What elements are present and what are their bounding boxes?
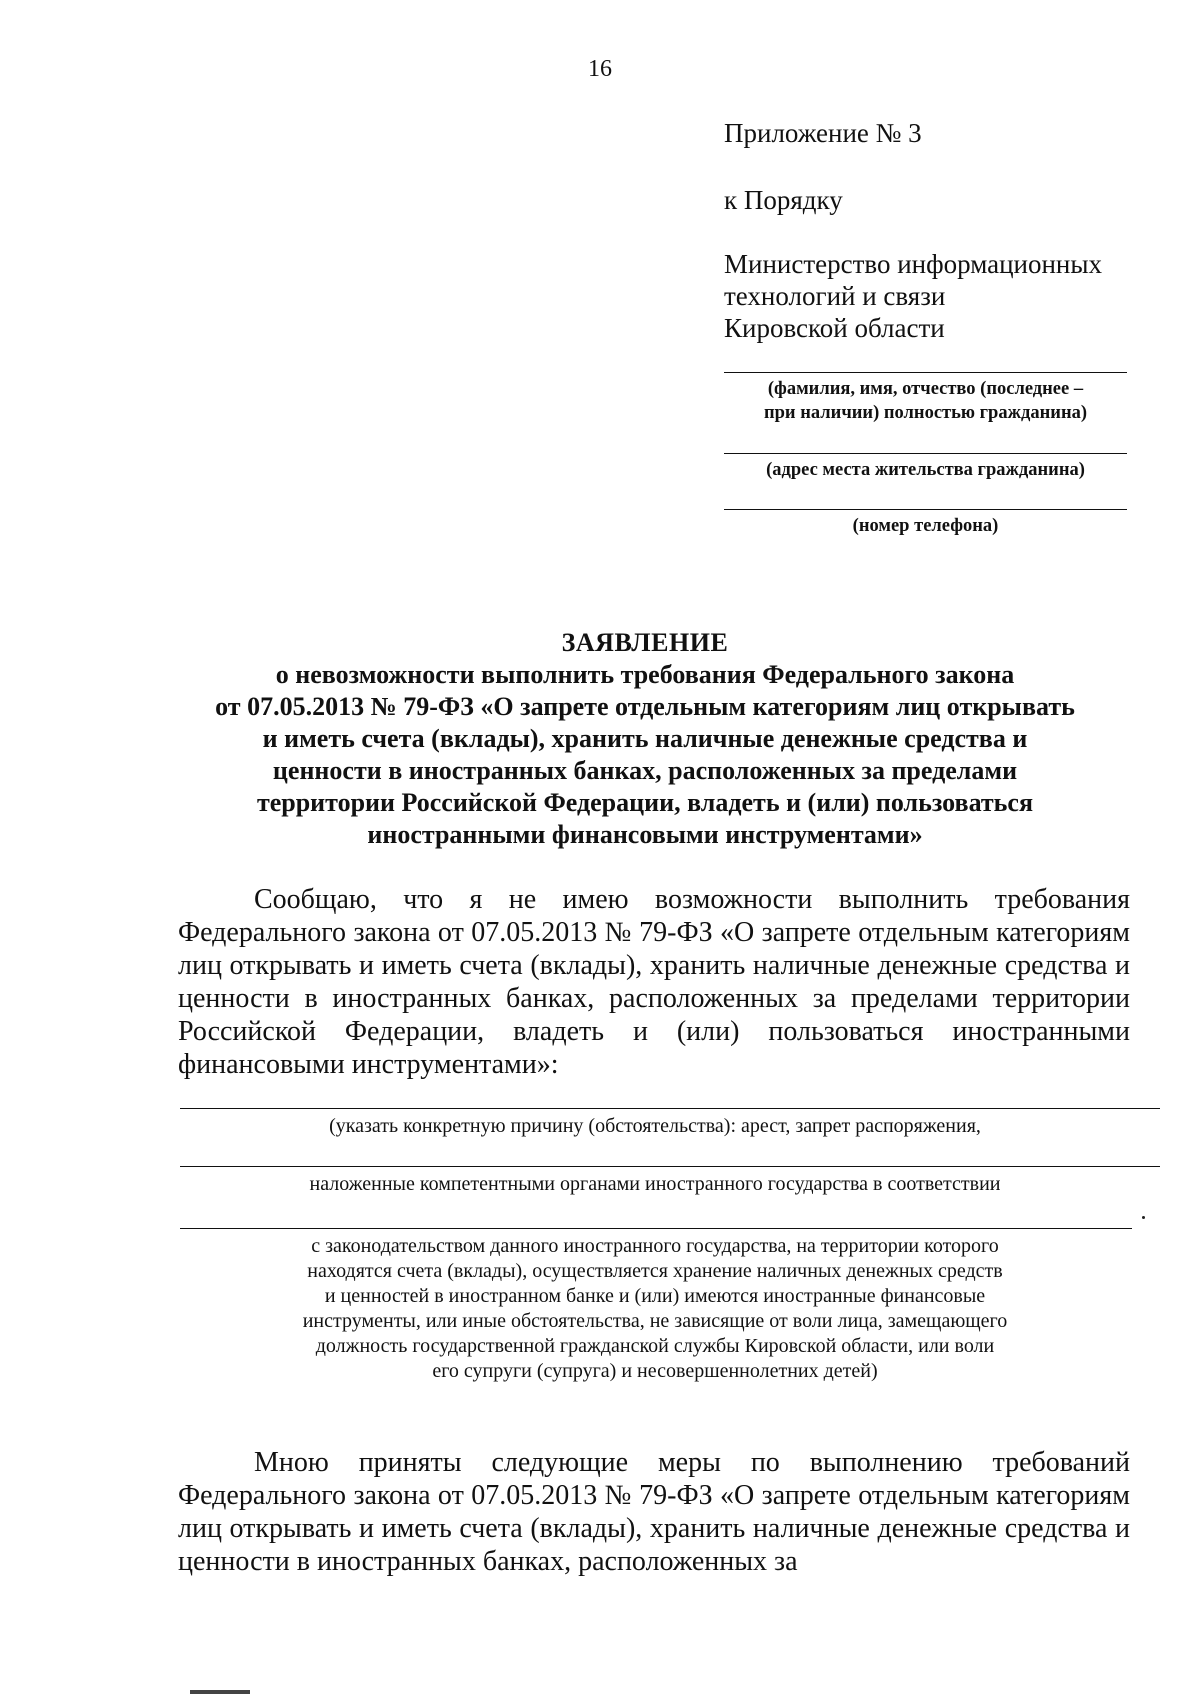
reason-hint-3-line-4: инструменты, или иные обстоятельства, не зависящие от воли лица, замещающего (302, 1310, 1008, 1332)
reason-hint-3-line-3: и ценностей в иностранном банке и (или) имеются иностранные финансовые (324, 1285, 986, 1307)
reason-hint-3 (180, 1234, 1130, 1384)
reason-fill-line-3[interactable] (180, 1228, 1132, 1229)
statement-heading: ЗАЯВЛЕНИЕ (561, 628, 729, 657)
page-number: 16 (588, 56, 612, 82)
trailing-dot (1142, 1216, 1145, 1219)
address-fill-line[interactable] (724, 453, 1127, 454)
phone-fill-line[interactable] (724, 509, 1127, 510)
name-fill-line[interactable] (724, 372, 1127, 373)
body-paragraph-1: Сообщаю, что я не имею возможности выполнить требования Федерального закона от 07.05.2013 № 79-ФЗ «О запрете отдельным категориям лиц открывать и иметь счета (вклады), хранить наличные денежные средства и ценности в иностранных банках, расположенных за пределами территории Российской Федерации, владеть и (или) пользоваться иностранными финансовыми инструментами»: (178, 884, 1130, 1080)
title-line-5: территории Российской Федерации, владеть и (или) пользоваться (256, 788, 1034, 817)
phone-hint: (номер телефона) (852, 516, 999, 536)
title-line-3: и иметь счета (вклады), хранить наличные денежные средства и (262, 724, 1028, 753)
appendix-label: Приложение № 3 (724, 118, 922, 148)
reason-fill-line-1[interactable] (180, 1108, 1160, 1109)
reason-hint-3-line-2: находятся счета (вклады), осуществляется хранение наличных денежных средств (307, 1260, 1003, 1282)
ministry-line-1: Министерство информационных (724, 249, 1103, 279)
body-paragraph-2: Мною приняты следующие меры по выполнению требований Федерального закона от 07.05.2013 № 79-ФЗ «О запрете отдельным категориям лиц открывать и иметь счета (вклады), хранить наличные денежные средства и ценности в иностранных банках, расположенных за (178, 1447, 1130, 1577)
reason-hint-3-line-1: с законодательством данного иностранного государства, на территории которого (311, 1235, 999, 1257)
name-hint-line-2: при наличии) полностью гражданина) (763, 403, 1088, 423)
title-line-1: о невозможности выполнить требования Федерального закона (275, 660, 1015, 689)
title-line-4: ценности в иностранных банках, расположенных за пределами (272, 756, 1018, 785)
address-hint: (адрес места жительства гражданина) (766, 460, 1085, 480)
reason-hint-1: (указать конкретную причину (обстоятельства): арест, запрет распоряжения, (329, 1115, 981, 1137)
order-reference: к Порядку (724, 185, 843, 215)
ministry-line-3: Кировской области (724, 313, 945, 343)
reason-hint-3-line-5: должность государственной гражданской службы Кировской области, или воли (315, 1335, 995, 1357)
title-line-6: иностранными финансовыми инструментами» (367, 820, 923, 849)
reason-fill-line-2[interactable] (180, 1166, 1160, 1167)
statement-title (170, 627, 1120, 851)
scan-edge-mark (190, 1690, 250, 1694)
ministry-line-2: технологий и связи (724, 281, 946, 311)
reason-hint-2: наложенные компетентными органами иностранного государства в соответствии (309, 1173, 1001, 1195)
reason-hint-3-line-6: его супруги (супруга) и несовершеннолетних детей) (432, 1360, 878, 1382)
title-line-2: от 07.05.2013 № 79-ФЗ «О запрете отдельным категориям лиц открывать (215, 692, 1075, 721)
name-hint-line-1: (фамилия, имя, отчество (последнее – (767, 379, 1084, 399)
